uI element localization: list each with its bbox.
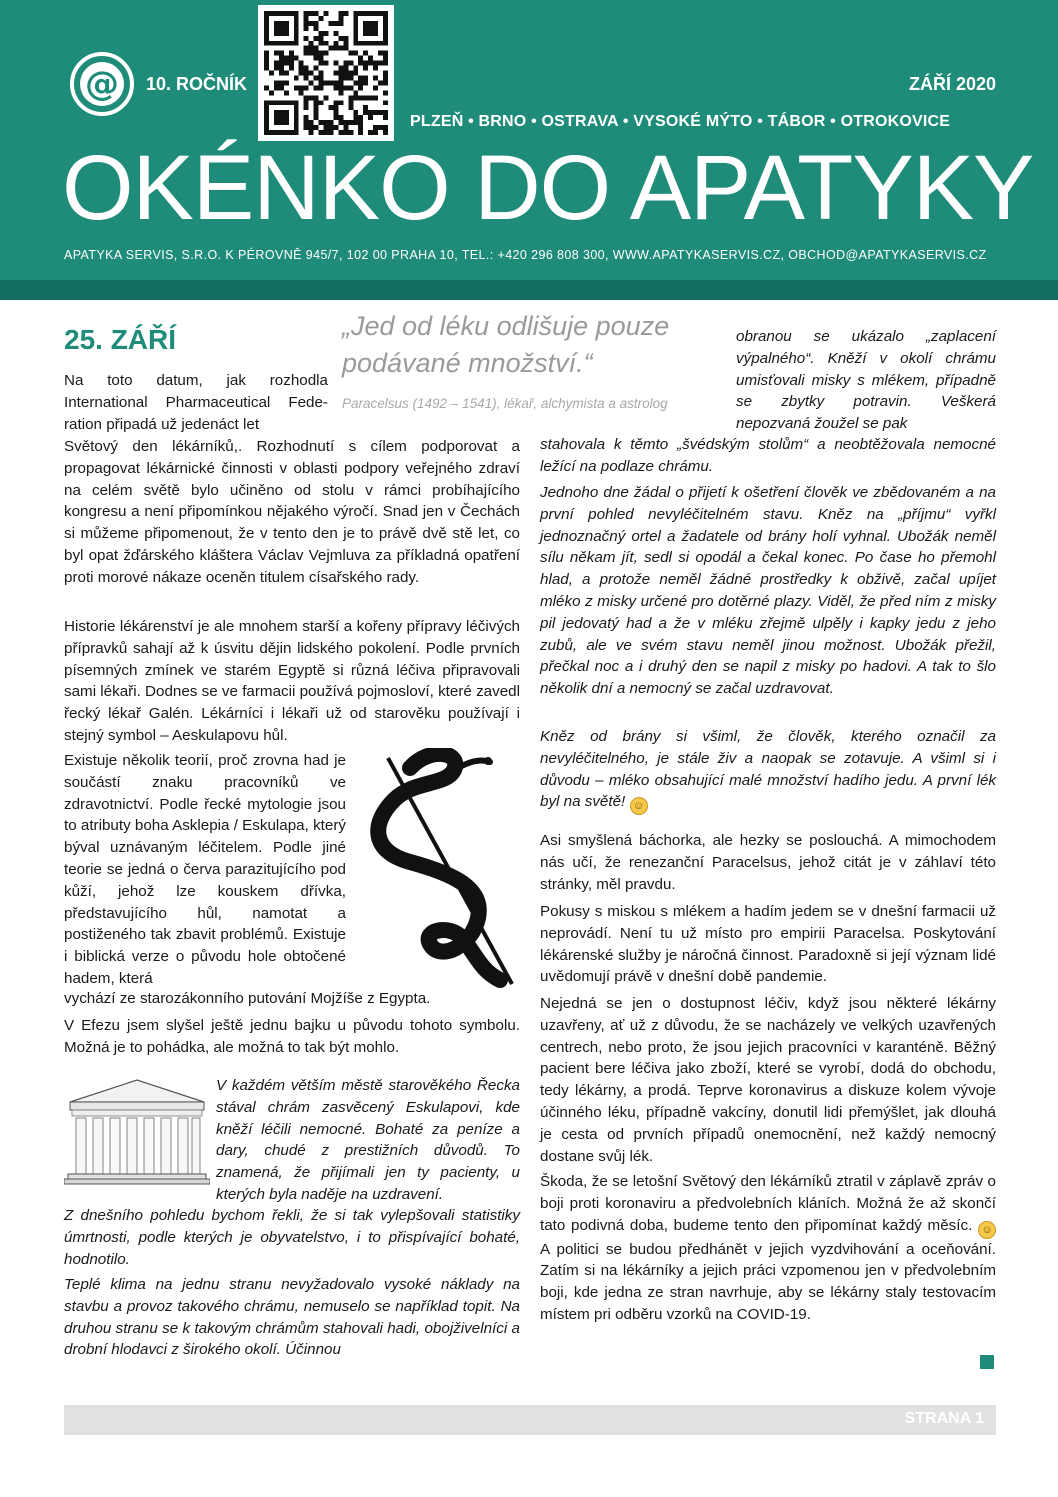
right-paragraph-7: Škoda, že se letošní Světový den lékárníků ztratil v záplavě zpráv o boji proti koronaviru a předvolebních kláních. Možná že až skončí tato podivná doba, budeme tento den připomínat každý měsíc. ☺ A politici se budou předhánět v jejich vyzdvihování a oceňování. Zatím si na lékárníky a jejich práci vzpomenou jen v předvolebním boji, kde jedna ze stran navrhuje, aby se lékárny staly testovacím místem pri odběru vzorků na COVID-19. — [540, 1173, 996, 1323]
left-paragraph-5: V každém větším městě starověkého Řecka stával chrám zasvěcený Eskulapovi, kde kněží léčili nemocné. Bohaté za peníze a dary, chudé z prestižních důvodů. To znamená, že přijímali jen ty pacienty, u kterých byla naděje na uzdravení. — [216, 1077, 520, 1203]
paracelsus-quote: „Jed od léku odlišuje pouze podávané množství.“ — [342, 311, 670, 378]
left-paragraph-1: Světový den lékárníků,. Rozhodnutí s cílem podporovat a propagovat lékárnické činnosti v oblasti podpory veřejného zdraví na celém světě bylo učiněno od stolu v rámci probíhajícího kongresu a není připomínkou nějakého výročí. Snad jen v Čechách si můžeme připomenout, že v tento den je to právě dvě stě let, co byl opat žďárského kláštera Václav Vejmluva za příkladná opatření proti morové nákaze oceněn titulem císařského rady. — [64, 438, 520, 586]
issue-date: ZÁŘÍ 2020 — [908, 74, 996, 94]
contact-line: APATYKA SERVIS, S.R.O. K PÉROVNĚ 945/7, 102 00 PRAHA 10, TEL.: +420 296 808 300, WWW.APATYKASERVIS.CZ, OBCHOD@APATYKASERVIS.CZ — [64, 248, 987, 262]
right-paragraph-6: Nejedná se jen o dostupnost léčiv, když jsou některé lékárny uzavřeny, ať už z důvodu, že se nacházely ve velkých uzavřených centrech, nebo proto, že jsou jejich pracovníci v karanténě. Běžný pacient bere léčiva jako zboží, které se vyrobí, dodá do obchodu, tedy lékárny, a prodá. Teprve koronavirus a diskuze kolem vývoje účinného léku, případně vakcíny, donutil lidi přemýšlet, jak dlouhá je cesta od prvních případů onemocnění, než každý nemocný dostane svůj lék. — [540, 995, 996, 1165]
footer-bar — [64, 1405, 996, 1435]
left-paragraph-5-end: Z dnešního pohledu bychom řekli, že si tak vylepšovali statistiky úmrtnosti, podle kterých je obyvatelstvo, i to přispívající bohaté, hodnotilo. — [64, 1207, 520, 1268]
right-paragraph-1-top: obranou se ukázalo „zaplacení výpalného“. Kněží v okolí chrámu umisťovali misky s mlékem, případně se zbytky potravin. Veškerá nepozvaná žoužel se pak — [736, 328, 996, 433]
header-band — [0, 280, 1058, 300]
right-paragraph-4: Asi smyšlená báchorka, ale hezky se poslouchá. A mimochodem nás učí, že renezanční Paracelsus, jehož citát je v záhlaví této stránky, měl pravdu. — [540, 832, 996, 893]
newsletter-title: OKÉNKO DO APATYKY — [62, 137, 1034, 239]
left-paragraph-1a: Na toto datum, jak rozhodla International Pharmaceutical Fede-ration připadá už jedenáct let — [64, 372, 328, 433]
qr-code-icon[interactable] — [258, 5, 394, 141]
right-paragraph-5: Pokusy s miskou s mlékem a hadím jedem se v dnešní farmacii už neprovádí. Není tu už místo pro empirii Paracelsa. Poskytování lékárenské služby je náročná činnost. Paradoxně si její význam lidé uvědomují právě v dnešní době pandemie. — [540, 903, 996, 986]
end-square-icon — [980, 1355, 994, 1369]
masthead-header — [0, 0, 1058, 280]
smiley-icon: ☺ — [630, 797, 648, 815]
cities-list: PLZEŇ • BRNO • OSTRAVA • VYSOKÉ MÝTO • TÁBOR • OTROKOVICE — [410, 113, 951, 130]
left-paragraph-2: Historie lékárenství je ale mnohem starší a kořeny přípravy léčivých přípravků sahají až k úsvitu dějin lidského pokolení. Podle prvních písemných zmínek ve starém Egyptě si různá léčiva připravovali sami lékaři. Dodnes se ve farmacii používá pojmosloví, které zavedl řecký lékař Galén. Lékárníci i lékaři už od starověku používají i stejný symbol – Aeskulapovu hůl. — [64, 618, 520, 744]
right-paragraph-1: stahovala k těmto „švédským stolům“ a neobtěžovala nemocné ležící na podlaze chrámu. — [540, 436, 996, 475]
aesculapian-snake-icon — [350, 748, 522, 990]
greek-temple-icon — [64, 1076, 210, 1186]
article-heading: 25. ZÁŘÍ — [64, 324, 177, 355]
left-paragraph-4: V Efezu jsem slyšel ještě jednu bajku u původu tohoto symbolu. Možná je to pohádka, ale možná to tak být mohlo. — [64, 1017, 520, 1056]
left-paragraph-6: Teplé klima na jednu stranu nevyžadovalo vysoké náklady na stavbu a provoz takového chrámu, nemuselo se například topit. Na druhou stranu se k takovým chrámům stahovali hadi, obojživelníci a drobní hlodavci z širokého okolí. Účinnou — [64, 1276, 520, 1359]
smiley-icon: ☺ — [978, 1221, 996, 1239]
volume-label: 10. ROČNÍK — [146, 74, 248, 94]
left-paragraph-3-end: vychází ze starozákonního putování Mojžíše z Egypta. — [64, 990, 431, 1007]
page-number: STRANA 1 — [904, 1410, 984, 1427]
quote-source: Paracelsus (1492 – 1541), lékař, alchymista a astrolog — [342, 396, 668, 411]
right-paragraph-2: Jednoho dne žádal o přijetí k ošetření člověk ve zbědovaném a na první pohled nevyléčitelném stavu. Kněz na „příjmu“ vyřkl jednoznačný ortel a žadatele od brány holí vyhnal. Ubožák neměl sílu někam jít, sedl si opodál a čekal konec. Po čase ho přemohl hlad, a protože neměl žádné prostředky k obživě, začal upíjet mléko z misky určené pro dotěrné plazy. Viděl, že před ním z misky pil jedovatý had a že v mléku zřejmě ulpěly i kapky jedu z jeho zubů, ale ve svém stavu neměl jinou možnost. Ubožák přežil, přečkal noc a i druhý den se napil z misky po hadovi. A tak to šlo několik dní a nemocný se začal uzdravovat. — [540, 484, 996, 698]
left-paragraph-3: Existuje několik teorií, proč zrovna had je součástí znaku pracovníků ve zdravotnictví. Podle řecké mytologie jsou to atributy boha Asklepia / Eskulapa, který býval uznávaným léčitelem. Podle jiné teorie se jedná o červa parazitujícího pod kůží, jehož lze kouskem dřívka, představujícího hůl, namotat a postiženého tak zbavit problémů. Existuje i biblická verze o původu hole obtočené hadem, která — [64, 752, 346, 987]
right-paragraph-3: Kněz od brány si všiml, že člověk, kterého označil za nevyléčitelného, je stále živ a naopak se zotavuje. A všiml si i důvodu – mléko obsahující malé množství hadího jedu. A první lék byl na světě! ☺ — [540, 726, 996, 815]
at-logo-icon: @ — [70, 52, 134, 116]
